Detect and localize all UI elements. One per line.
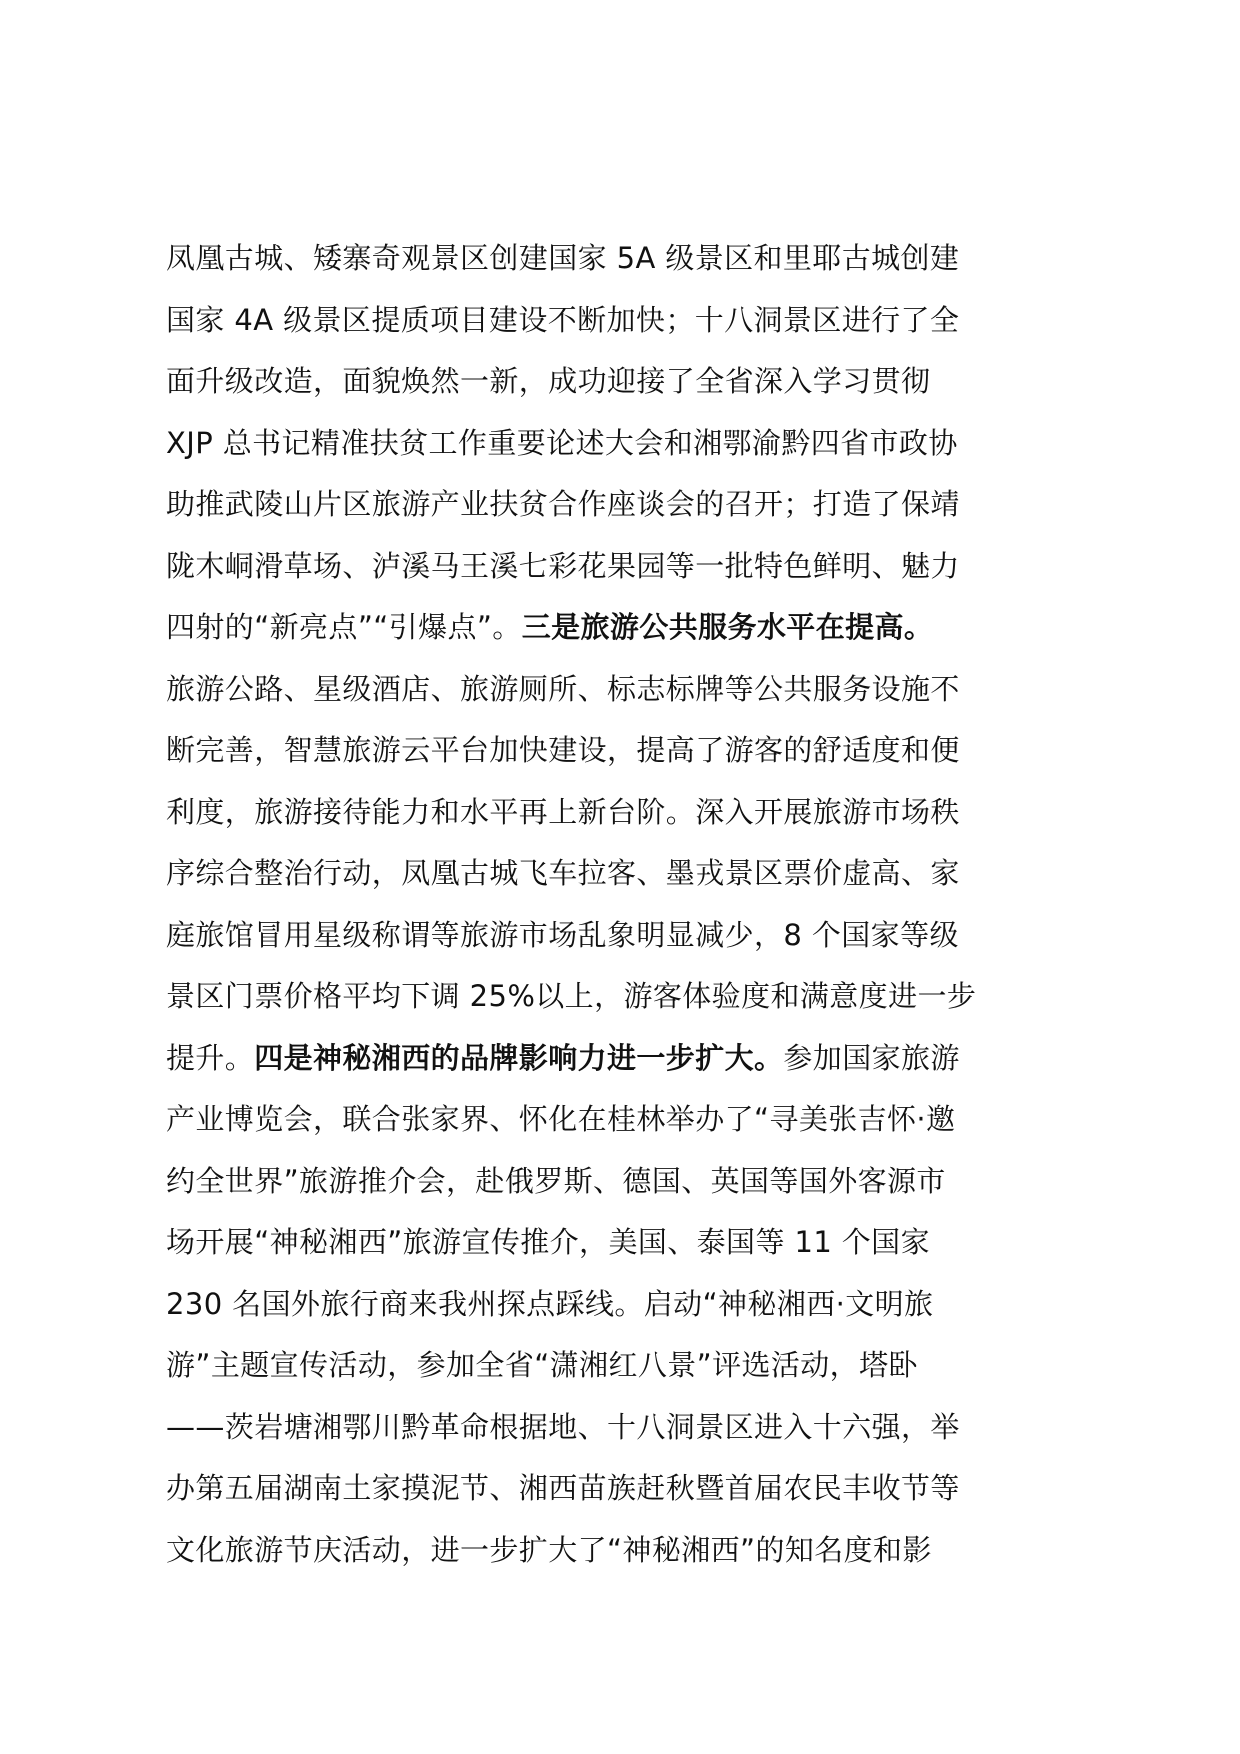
text-line xyxy=(166,1151,1086,1213)
text-segment: 面升级改造，面貌焕然一新，成功迎接了全省深入学习贯彻 xyxy=(166,364,931,398)
text-line xyxy=(166,1274,1086,1336)
text-line xyxy=(166,1212,1086,1274)
text-line xyxy=(166,474,1086,536)
text-segment: 序综合整治行动，凤凰古城飞车拉客、墨戎景区票价虚高、家 xyxy=(166,856,960,890)
text-segment: 断完善，智慧旅游云平台加快建设，提高了游客的舒适度和便 xyxy=(166,733,960,767)
text-segment: 四射的“新亮点”“引爆点”。 xyxy=(166,610,522,644)
text-segment: 参加国家旅游 xyxy=(783,1040,960,1075)
text-line xyxy=(166,228,1086,290)
bold-heading-text: 三是旅游公共服务水平在提高。 xyxy=(521,610,934,644)
text-segment: 产业博览会，联合张家界、怀化在桂林举办了“寻美张吉怀·邀 xyxy=(166,1102,956,1136)
text-segment: 游”主题宣传活动，参加全省“潇湘红八景”评选活动，塔卧 xyxy=(166,1348,918,1382)
text-line xyxy=(166,966,1086,1028)
text-segment: 助推武陵山片区旅游产业扶贫合作座谈会的召开；打造了保靖 xyxy=(166,487,960,521)
body-text xyxy=(166,228,1086,1581)
text-segment: 利度，旅游接待能力和水平再上新台阶。深入开展旅游市场秩 xyxy=(166,794,960,829)
text-segment: 提升。 xyxy=(166,1040,255,1075)
text-line xyxy=(166,843,1086,905)
bold-heading-text: 四是神秘湘西的品牌影响力进一步扩大。 xyxy=(254,1040,784,1075)
text-segment: 旅游公路、星级酒店、旅游厕所、标志标牌等公共服务设施不 xyxy=(166,671,960,706)
text-line xyxy=(166,351,1086,413)
text-line xyxy=(166,905,1086,967)
text-segment: 凤凰古城、矮寨奇观景区创建国家 5A 级景区和里耶古城创建 xyxy=(166,241,960,275)
text-line xyxy=(166,290,1086,352)
text-segment: 办第五届湖南土家摸泥节、湘西苗族赶秋暨首届农民丰收节等 xyxy=(166,1471,960,1505)
text-line xyxy=(166,536,1086,598)
text-segment: 国家 4A 级景区提质项目建设不断加快；十八洞景区进行了全 xyxy=(166,302,960,337)
text-line xyxy=(166,1028,1086,1090)
text-segment: 陇木峒滑草场、泸溪马王溪七彩花果园等一批特色鲜明、魅力 xyxy=(166,548,960,583)
text-segment: ——茨岩塘湘鄂川黔革命根据地、十八洞景区进入十六强，举 xyxy=(166,1409,960,1444)
text-segment: 庭旅馆冒用星级称谓等旅游市场乱象明显减少，8 个国家等级 xyxy=(166,917,959,952)
text-segment: XJP 总书记精准扶贫工作重要论述大会和湘鄂渝黔四省市政协 xyxy=(166,425,958,460)
text-line xyxy=(166,597,1086,659)
text-line xyxy=(166,1520,1086,1582)
text-line xyxy=(166,413,1086,475)
text-segment: 场开展“神秘湘西”旅游宣传推介，美国、泰国等 11 个国家 xyxy=(166,1225,930,1259)
text-segment: 景区门票价格平均下调 25%以上，游客体验度和满意度进一步 xyxy=(166,979,977,1013)
text-line xyxy=(166,1458,1086,1520)
text-line xyxy=(166,1335,1086,1397)
text-segment: 文化旅游节庆活动，进一步扩大了“神秘湘西”的知名度和影 xyxy=(166,1532,932,1567)
text-segment: 约全世界”旅游推介会，赴俄罗斯、德国、英国等国外客源市 xyxy=(166,1163,946,1198)
text-line xyxy=(166,659,1086,721)
text-line xyxy=(166,720,1086,782)
text-line xyxy=(166,1089,1086,1151)
text-line xyxy=(166,1397,1086,1459)
text-line xyxy=(166,782,1086,844)
text-segment: 230 名国外旅行商来我州探点踩线。启动“神秘湘西·文明旅 xyxy=(166,1286,934,1321)
